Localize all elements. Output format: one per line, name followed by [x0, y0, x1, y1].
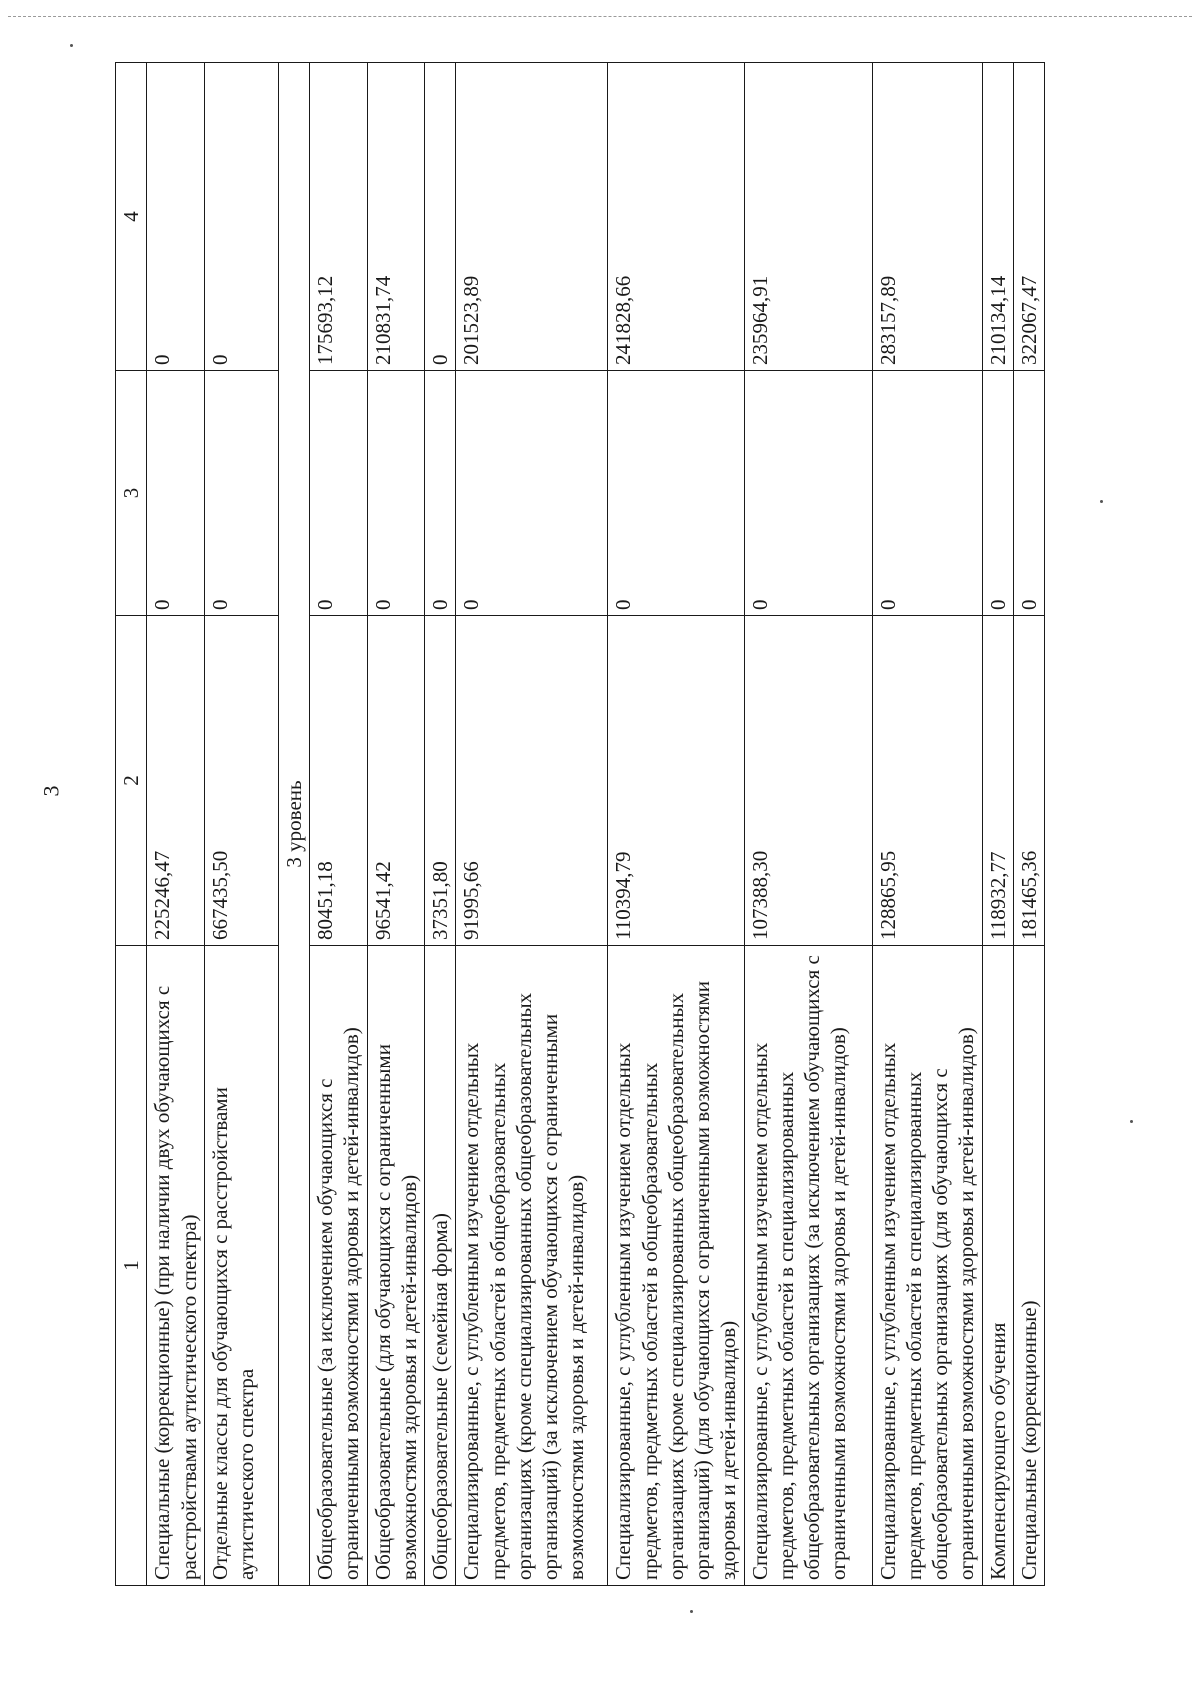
row-value-col4: 0 [147, 63, 205, 371]
row-value-col2: 181465,36 [1013, 616, 1044, 946]
table-row [204, 63, 278, 1586]
row-value-col2: 225246,47 [147, 616, 205, 946]
row-value-col4: 0 [425, 63, 456, 371]
row-value-col3: 0 [608, 371, 744, 616]
row-value-col3: 0 [456, 371, 608, 616]
header-cell-3: 3 [116, 371, 147, 616]
row-value-col3: 0 [872, 371, 982, 616]
row-value-col2: 110394,79 [608, 616, 744, 946]
row-value-col3: 0 [204, 371, 278, 616]
tariff-table [115, 62, 1045, 1586]
row-value-col4: 322067,47 [1013, 63, 1044, 371]
table-row [310, 63, 368, 1586]
row-label: Общеобразовательные (за исключением обучающихся с ограниченными возможностями здоровья и детей-инвалидов) [310, 946, 368, 1586]
row-label: Общеобразовательные (для обучающихся с ограниченными возможностями здоровья и детей-инвалидов) [367, 946, 425, 1586]
row-value-col3: 0 [982, 371, 1013, 616]
row-value-col4: 283157,89 [872, 63, 982, 371]
table-row [456, 63, 608, 1586]
row-value-col4: 241828,66 [608, 63, 744, 371]
row-label: Специализированные, с углубленным изучением отдельных предметов, предметных областей в специализированных общеобразовательных организациях (за исключением обучающихся с ограниченными возможностями здоровья и детей-инвалидов) [744, 946, 872, 1586]
row-value-col4: 210134,14 [982, 63, 1013, 371]
header-cell-4: 4 [116, 63, 147, 371]
row-value-col3: 0 [425, 371, 456, 616]
row-value-col3: 0 [1013, 371, 1044, 616]
row-value-col4: 235964,91 [744, 63, 872, 371]
row-value-col2: 96541,42 [367, 616, 425, 946]
row-label: Специальные (коррекционные) (при наличии двух обучающихся с расстройствами аутистического спектра) [147, 946, 205, 1586]
table-row [982, 63, 1013, 1586]
row-label: Специализированные, с углубленным изучением отдельных предметов, предметных областей в общеобразовательных организациях (кроме специализированных общеобразовательных организаций) (для обучающихся с ограниченными возможностями здоровья и детей-инвалидов) [608, 946, 744, 1586]
header-cell-1: 1 [116, 946, 147, 1586]
table-row [367, 63, 425, 1586]
scan-speck [690, 1610, 693, 1613]
level-row [278, 63, 309, 1586]
row-value-col2: 37351,80 [425, 616, 456, 946]
scan-speck [1130, 1120, 1133, 1123]
row-value-col4: 210831,74 [367, 63, 425, 371]
row-value-col4: 201523,89 [456, 63, 608, 371]
row-value-col3: 0 [367, 371, 425, 616]
row-value-col2: 80451,18 [310, 616, 368, 946]
table-row [744, 63, 872, 1586]
rotated-table-wrapper [115, 63, 1065, 1586]
table-row [872, 63, 982, 1586]
row-value-col3: 0 [147, 371, 205, 616]
row-value-col4: 0 [204, 63, 278, 371]
row-label: Специализированные, с углубленным изучением отдельных предметов, предметных областей в специализированных общеобразовательных организациях (для обучающихся с ограниченными возможностями здоровья и детей-инвалидов) [872, 946, 982, 1586]
row-label: Специализированные, с углубленным изучением отдельных предметов, предметных областей в общеобразовательных организациях (кроме специализированных общеобразовательных организаций) (за исключением обучающихся с ограниченными возможностями здоровья и детей-инвалидов) [456, 946, 608, 1586]
row-label: Специальные (коррекционные) [1013, 946, 1044, 1586]
row-label: Общеобразовательные (семейная форма) [425, 946, 456, 1586]
header-row [116, 63, 147, 1586]
row-label: Компенсирующего обучения [982, 946, 1013, 1586]
row-value-col2: 107388,30 [744, 616, 872, 946]
row-value-col2: 118932,77 [982, 616, 1013, 946]
row-value-col3: 0 [310, 371, 368, 616]
table-row [608, 63, 744, 1586]
row-value-col3: 0 [744, 371, 872, 616]
row-label: Отдельные классы для обучающихся с расстройствами аутистического спектра [204, 946, 278, 1586]
table-row [147, 63, 205, 1586]
level-heading: 3 уровень [278, 63, 309, 1586]
row-value-col2: 91995,66 [456, 616, 608, 946]
scan-speck [1100, 500, 1103, 503]
row-value-col4: 175693,12 [310, 63, 368, 371]
page-number: 3 [38, 785, 64, 797]
scan-top-edge [8, 16, 1192, 17]
table-row [1013, 63, 1044, 1586]
table-row [425, 63, 456, 1586]
scan-speck [70, 44, 73, 47]
header-cell-2: 2 [116, 616, 147, 946]
row-value-col2: 667435,50 [204, 616, 278, 946]
row-value-col2: 128865,95 [872, 616, 982, 946]
